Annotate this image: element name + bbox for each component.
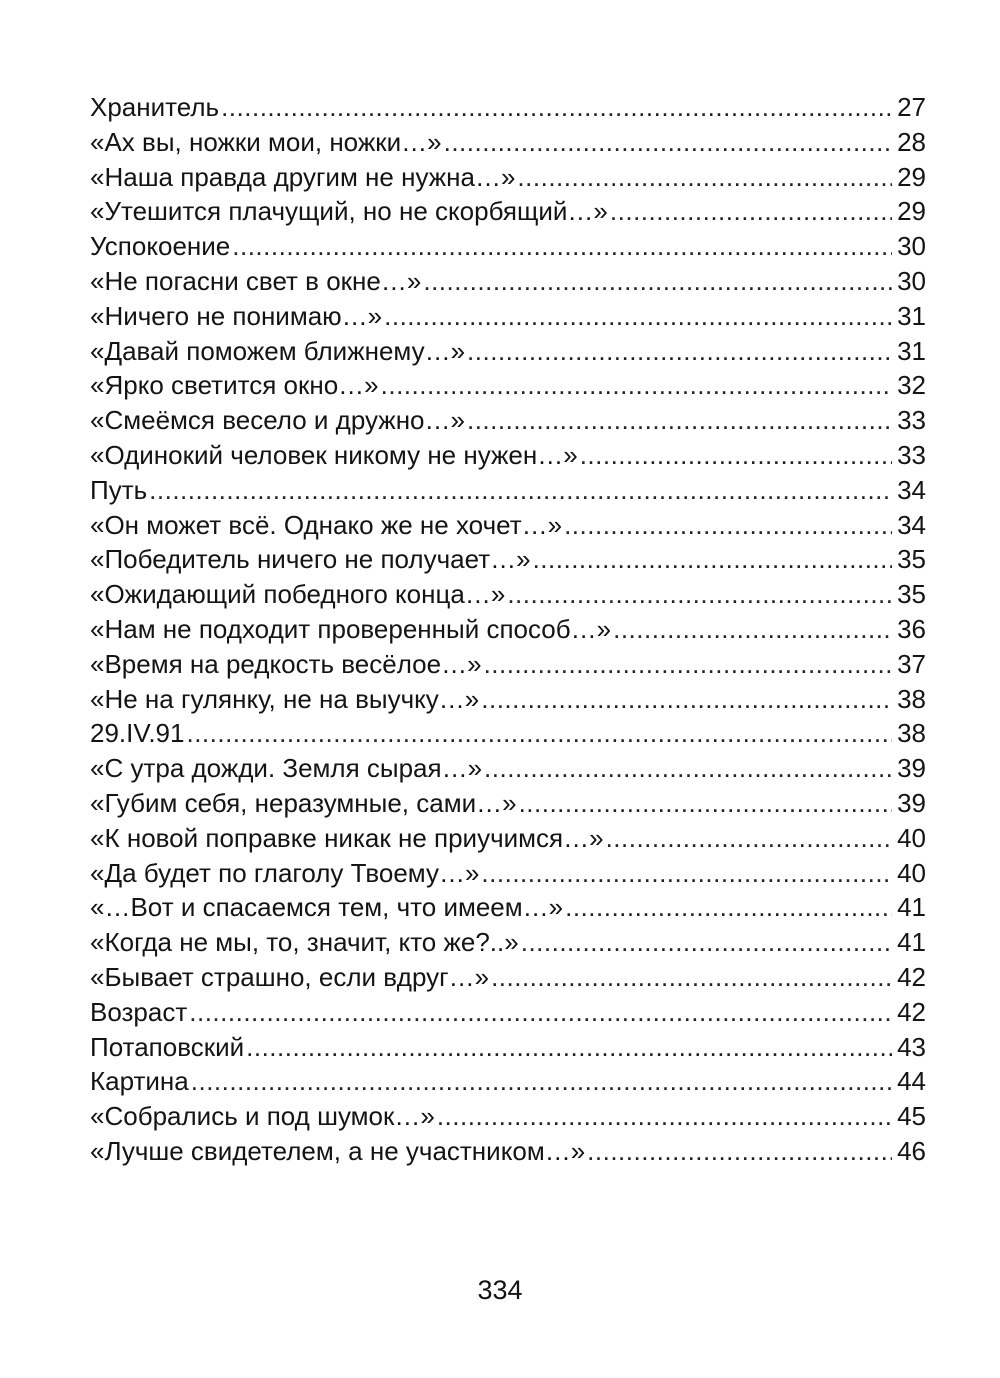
toc-entry — [90, 960, 926, 995]
toc-entry-title: «Ожидающий победного конца…» — [90, 579, 506, 610]
toc-entry-title: «Время на редкость весёлое…» — [90, 648, 482, 679]
toc-entry-title: «С утра дожди. Земля сырая…» — [90, 753, 483, 784]
toc-entry-title: «Победитель ничего не получает…» — [90, 544, 531, 575]
toc-entry-page-number: 39 — [897, 787, 926, 818]
dot-leader — [519, 786, 892, 821]
dot-leader — [606, 821, 892, 856]
toc-entry-title: Путь — [90, 474, 148, 505]
toc-entry-page-number: 41 — [897, 927, 926, 958]
toc-entry — [90, 647, 926, 682]
toc-entry-title: «Смеёмся весело и дружно…» — [90, 405, 465, 436]
toc-entry-page-number: 36 — [897, 613, 926, 644]
toc-entry — [90, 856, 926, 891]
dot-leader — [580, 438, 892, 473]
dot-leader — [610, 194, 892, 229]
toc-entry — [90, 473, 926, 508]
toc-entry — [90, 751, 926, 786]
dot-leader — [189, 995, 892, 1030]
toc-entry-title: «Бывает страшно, если вдруг…» — [90, 961, 490, 992]
toc-entry-page-number: 46 — [897, 1135, 926, 1166]
dot-leader — [467, 334, 892, 369]
toc-entry — [90, 160, 926, 195]
toc-entry-page-number: 38 — [897, 718, 926, 749]
dot-leader — [423, 264, 892, 299]
dot-leader — [491, 960, 892, 995]
toc-entry-title: «Ничего не понимаю…» — [90, 300, 383, 331]
dot-leader — [149, 473, 892, 508]
toc-entry — [90, 1064, 926, 1099]
toc-entry — [90, 925, 926, 960]
toc-entry — [90, 508, 926, 543]
toc-entry-title: «Наша правда другим не нужна…» — [90, 161, 516, 192]
dot-leader — [221, 90, 892, 125]
toc-entry — [90, 716, 926, 751]
toc-entry — [90, 682, 926, 717]
toc-entry-page-number: 38 — [897, 683, 926, 714]
toc-entry-page-number: 45 — [897, 1101, 926, 1132]
dot-leader — [246, 1030, 892, 1065]
table-of-contents — [90, 90, 926, 1169]
toc-entry-page-number: 37 — [897, 648, 926, 679]
toc-entry-page-number: 34 — [897, 509, 926, 540]
toc-entry-title: «Собрались и под шумок…» — [90, 1101, 435, 1132]
toc-entry-page-number: 42 — [897, 961, 926, 992]
toc-entry-title: «Ах вы, ножки мои, ножки…» — [90, 126, 442, 157]
toc-entry-title: Потаповский — [90, 1031, 245, 1062]
toc-entry — [90, 821, 926, 856]
toc-entry — [90, 90, 926, 125]
toc-entry — [90, 264, 926, 299]
toc-entry — [90, 1030, 926, 1065]
dot-leader — [481, 682, 892, 717]
toc-entry-title: «Он может всё. Однако же не хочет…» — [90, 509, 563, 540]
toc-entry — [90, 577, 926, 612]
toc-entry — [90, 1099, 926, 1134]
toc-entry-title: «Нам не подходит проверенный способ…» — [90, 613, 612, 644]
toc-entry-page-number: 30 — [897, 265, 926, 296]
toc-entry-page-number: 39 — [897, 753, 926, 784]
toc-entry-page-number: 34 — [897, 474, 926, 505]
toc-entry — [90, 125, 926, 160]
toc-entry — [90, 995, 926, 1030]
toc-entry — [90, 438, 926, 473]
toc-entry — [90, 786, 926, 821]
toc-entry-page-number: 29 — [897, 161, 926, 192]
dot-leader — [564, 508, 892, 543]
toc-entry — [90, 229, 926, 264]
dot-leader — [521, 925, 892, 960]
toc-entry — [90, 334, 926, 369]
dot-leader — [467, 403, 892, 438]
toc-entry — [90, 890, 926, 925]
toc-entry-title: «Не на гулянку, не на выучку…» — [90, 683, 480, 714]
toc-entry-page-number: 32 — [897, 370, 926, 401]
toc-entry-page-number: 41 — [897, 892, 926, 923]
toc-entry-page-number: 40 — [897, 857, 926, 888]
dot-leader — [191, 1064, 892, 1099]
toc-entry-title: 29.IV.91 — [90, 718, 185, 749]
dot-leader — [517, 160, 892, 195]
dot-leader — [613, 612, 892, 647]
toc-entry-title: Картина — [90, 1066, 189, 1097]
toc-entry-title: «Не погасни свет в окне…» — [90, 265, 422, 296]
dot-leader — [507, 577, 892, 612]
dot-leader — [533, 542, 892, 577]
toc-entry-page-number: 33 — [897, 439, 926, 470]
dot-leader — [437, 1099, 892, 1134]
dot-leader — [484, 751, 892, 786]
toc-entry — [90, 1134, 926, 1169]
toc-entry-title: «…Вот и спасаемся тем, что имеем…» — [90, 892, 564, 923]
toc-entry-title: «Когда не мы, то, значит, кто же?..» — [90, 927, 519, 958]
toc-entry-title: Возраст — [90, 996, 188, 1027]
toc-entry-page-number: 35 — [897, 579, 926, 610]
toc-entry-page-number: 31 — [897, 335, 926, 366]
toc-entry — [90, 368, 926, 403]
toc-entry — [90, 403, 926, 438]
toc-entry-title: «Ярко светится окно…» — [90, 370, 379, 401]
dot-leader — [565, 890, 892, 925]
toc-entry — [90, 542, 926, 577]
toc-entry — [90, 194, 926, 229]
toc-entry-title: «Да будет по глаголу Твоему…» — [90, 857, 480, 888]
page-number: 334 — [477, 1275, 523, 1305]
toc-entry — [90, 299, 926, 334]
toc-entry-title: «К новой поправке никак не приучимся…» — [90, 822, 604, 853]
toc-entry-title: «Губим себя, неразумные, сами…» — [90, 787, 517, 818]
toc-entry-page-number: 43 — [897, 1031, 926, 1062]
toc-entry-page-number: 40 — [897, 822, 926, 853]
toc-entry-page-number: 31 — [897, 300, 926, 331]
dot-leader — [186, 716, 892, 751]
dot-leader — [587, 1134, 892, 1169]
toc-entry-page-number: 42 — [897, 996, 926, 1027]
toc-entry-title: «Одинокий человек никому не нужен…» — [90, 439, 578, 470]
toc-entry-page-number: 29 — [897, 196, 926, 227]
dot-leader — [484, 647, 892, 682]
toc-entry-page-number: 30 — [897, 231, 926, 262]
toc-entry-page-number: 27 — [897, 92, 926, 122]
toc-entry-page-number: 44 — [897, 1066, 926, 1097]
dot-leader — [444, 125, 892, 160]
dot-leader — [232, 229, 892, 264]
toc-entry-title: «Давай поможем ближнему…» — [90, 335, 466, 366]
dot-leader — [381, 368, 892, 403]
toc-entry-title: «Утешится плачущий, но не скорбящий…» — [90, 196, 608, 227]
toc-entry — [90, 612, 926, 647]
toc-entry-page-number: 35 — [897, 544, 926, 575]
toc-entry-page-number: 28 — [897, 126, 926, 157]
toc-entry-title: Хранитель — [90, 92, 220, 122]
toc-entry-title: Успокоение — [90, 231, 231, 262]
toc-entry-title: «Лучше свидетелем, а не участником…» — [90, 1135, 586, 1166]
dot-leader — [384, 299, 892, 334]
toc-entry-page-number: 33 — [897, 405, 926, 436]
dot-leader — [481, 856, 892, 891]
